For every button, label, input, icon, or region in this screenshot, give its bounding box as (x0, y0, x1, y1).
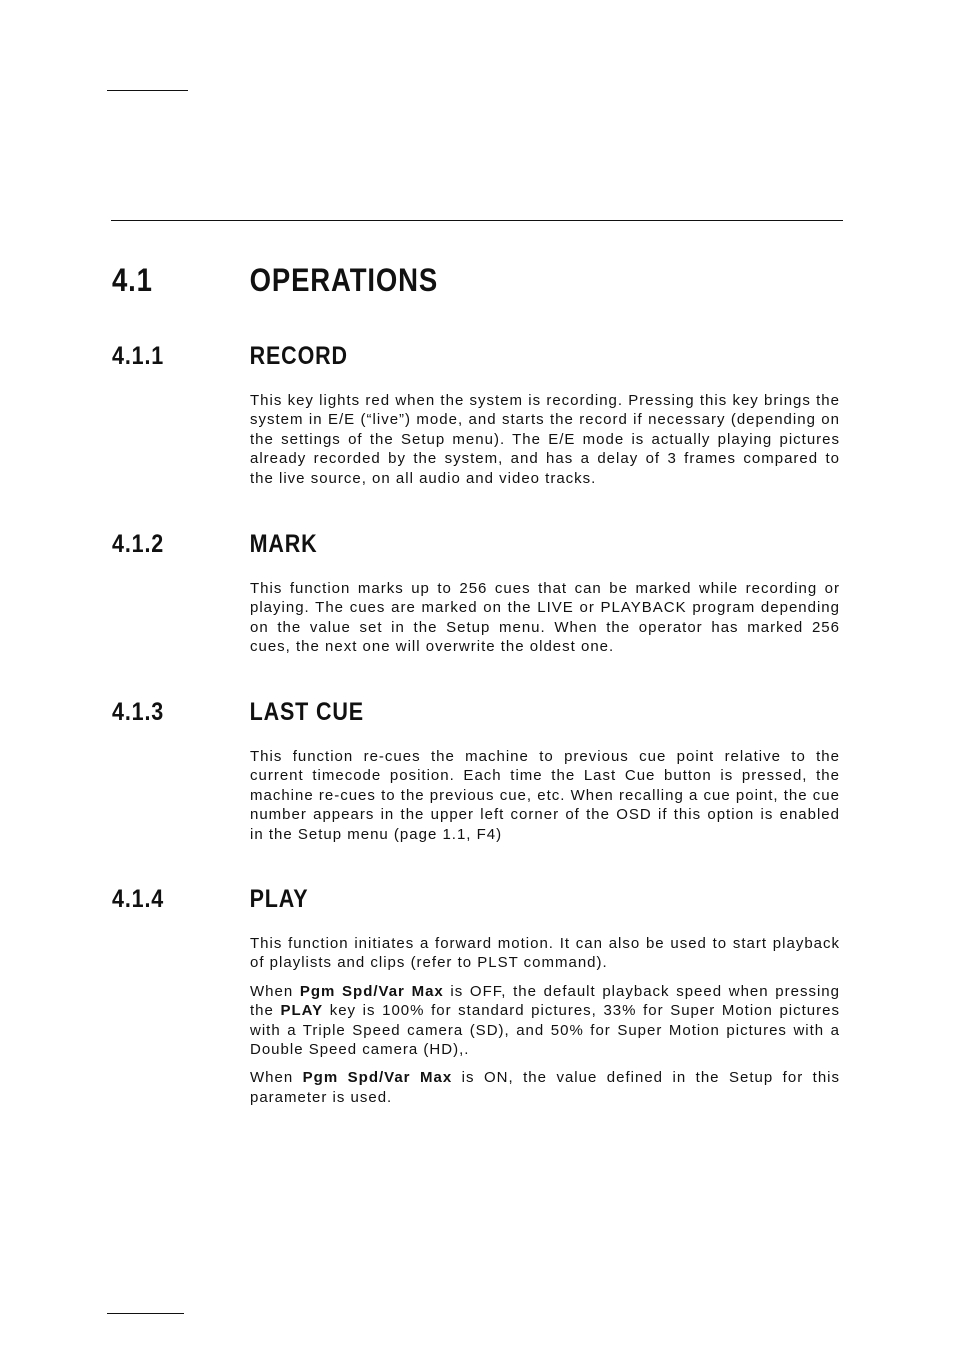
section-body-record (250, 391, 840, 497)
paragraph (250, 982, 840, 1060)
text-run: key is 100% for standard pictures, 33% for Super Motion pictures with a Triple Speed camera (SD), and 50% for Super Motion pictures with a Double Speed camera (HD),. (250, 1002, 840, 1059)
paragraph: This function initiates a forward motion. It can also be used to start playback of playlists and clips (refer to PLST command). (250, 935, 840, 972)
paragraph: This function marks up to 256 cues that can be marked while recording or playing. The cues are marked on the LIVE or PLAYBACK program depending on the value set in the Setup menu. When the operator has marked 256 cues, the next one will overwrite the oldest one. (250, 580, 840, 656)
paragraph: This function re-cues the machine to previous cue point relative to the current timecode position. Each time the Last Cue button is pressed, the machine re-cues to the previous cue, etc. When recalling a cue point, the cue number appears in the upper left corner of the OSD if this option is enabled in the Setup menu (page 1.1, F4) (250, 748, 840, 843)
section-title: RECORD (249, 342, 348, 370)
chapter-heading (112, 258, 438, 302)
parameter-name: Pgm Spd/Var Max (299, 982, 444, 1000)
section-number: 4.1.2 (112, 530, 165, 558)
header-rule-short (107, 90, 188, 91)
section-heading-last-cue (112, 696, 364, 728)
section-heading-record (112, 340, 348, 372)
section-heading-play (112, 883, 308, 915)
text-run: is OFF, the default playback speed when pressing the (250, 982, 840, 1020)
section-body-play (250, 934, 840, 1116)
text-run: is ON, the value defined in the Setup for this parameter is used. (250, 1069, 841, 1106)
section-number: 4.1.4 (112, 885, 165, 913)
section-body-mark (250, 579, 840, 666)
parameter-name: Pgm Spd/Var Max (302, 1069, 453, 1087)
section-heading-mark (112, 528, 318, 560)
section-title: PLAY (249, 885, 309, 913)
footer-rule-short (107, 1313, 184, 1314)
key-name: PLAY (280, 1002, 324, 1020)
paragraph (250, 1068, 840, 1107)
text-run: When (250, 1069, 303, 1087)
text-run: When (250, 982, 300, 1000)
section-title: LAST CUE (249, 698, 364, 726)
chapter-title: OPERATIONS (249, 262, 439, 298)
section-title: MARK (249, 530, 318, 558)
paragraph: This key lights red when the system is recording. Pressing this key brings the system in E/E (“live”) mode, and starts the record if necessary (depending on the settings of the Setup menu). The E/E mode is actually playing pictures already recorded by the system, and has a delay of 3 frames compared to the live source, on all audio and video tracks. (250, 392, 840, 487)
section-number: 4.1.1 (112, 342, 165, 370)
section-number: 4.1.3 (112, 698, 165, 726)
chapter-number: 4.1 (112, 262, 153, 298)
section-body-last-cue (250, 747, 840, 853)
header-rule (111, 220, 843, 221)
